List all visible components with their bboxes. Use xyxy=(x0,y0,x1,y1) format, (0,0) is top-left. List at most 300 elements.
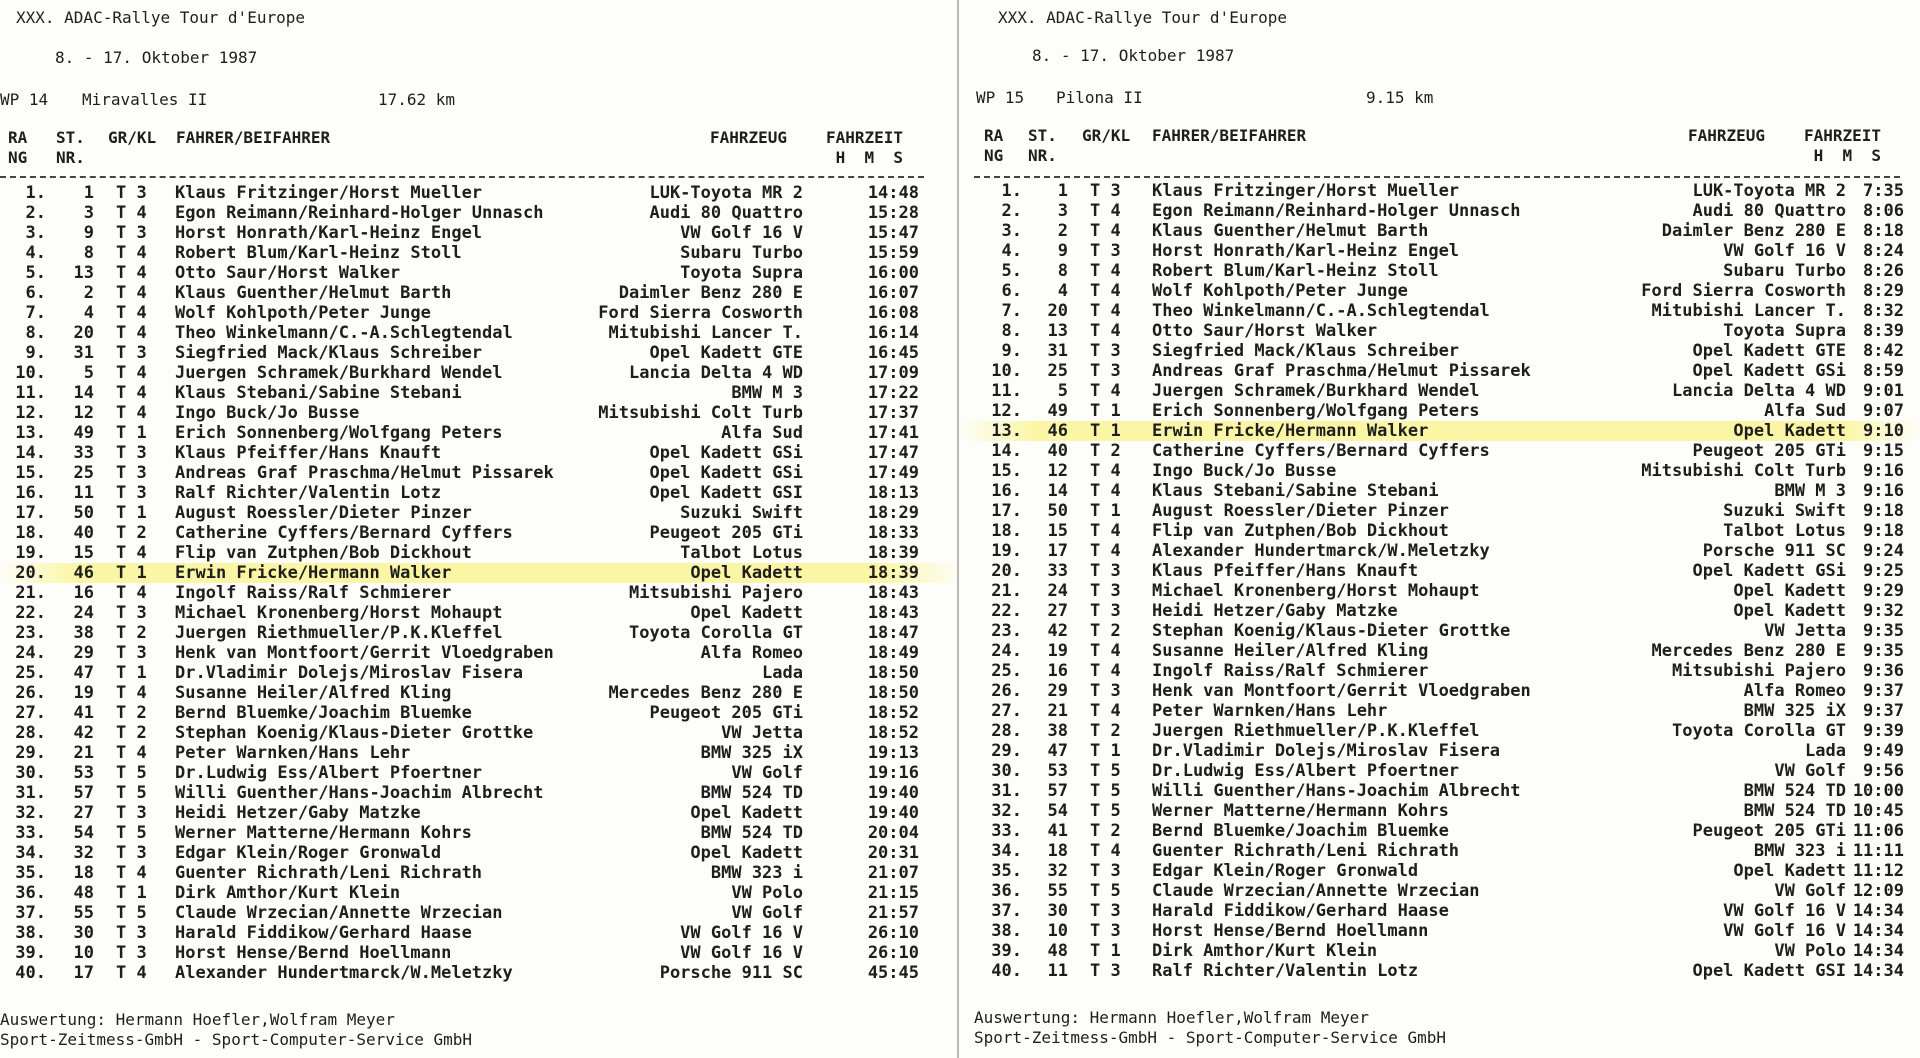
start-number-cell: 21 xyxy=(1047,701,1068,721)
rank-cell: 29. xyxy=(991,741,1022,761)
time-cell: 9:39 xyxy=(1863,721,1904,741)
table-row xyxy=(960,841,1920,861)
page-divider xyxy=(957,0,959,1058)
start-number-cell: 25 xyxy=(1047,361,1068,381)
table-row xyxy=(0,363,960,383)
start-number-cell: 41 xyxy=(73,703,94,723)
start-number-cell: 55 xyxy=(1047,881,1068,901)
time-cell: 8:18 xyxy=(1863,221,1904,241)
car-cell: BMW M 3 xyxy=(731,383,803,403)
time-cell: 9:56 xyxy=(1863,761,1904,781)
car-cell: BMW 524 TD xyxy=(700,823,803,843)
group-class-cell: T 5 xyxy=(1090,801,1121,821)
time-cell: 9:18 xyxy=(1863,521,1904,541)
start-number-cell: 14 xyxy=(1047,481,1068,501)
start-number-cell: 8 xyxy=(83,243,94,263)
table-row xyxy=(960,601,1920,621)
rank-cell: 38. xyxy=(15,923,46,943)
car-cell: BMW 524 TD xyxy=(1743,781,1846,801)
time-cell: 17:47 xyxy=(867,443,919,463)
group-class-cell: T 5 xyxy=(1090,881,1121,901)
group-class-cell: T 3 xyxy=(1090,581,1121,601)
stage-distance: 9.15 km xyxy=(1366,88,1434,107)
car-cell: Ford Sierra Cosworth xyxy=(598,303,803,323)
start-number-cell: 3 xyxy=(1057,201,1068,221)
group-class-cell: T 1 xyxy=(1090,941,1121,961)
table-row xyxy=(960,201,1920,221)
time-cell: 9:16 xyxy=(1863,461,1904,481)
driver-cell: Horst Hense/Bernd Hoellmann xyxy=(175,943,452,963)
car-cell: Opel Kadett xyxy=(1733,581,1846,601)
driver-cell: Michael Kronenberg/Horst Mohaupt xyxy=(175,603,503,623)
time-cell: 16:08 xyxy=(867,303,919,323)
car-cell: VW Golf 16 V xyxy=(1723,901,1846,921)
driver-cell: Siegfried Mack/Klaus Schreiber xyxy=(1152,341,1460,361)
driver-cell: Dirk Amthor/Kurt Klein xyxy=(175,883,401,903)
car-cell: BMW 325 iX xyxy=(700,743,803,763)
time-cell: 18:43 xyxy=(867,603,919,623)
rank-cell: 16. xyxy=(991,481,1022,501)
start-number-cell: 18 xyxy=(1047,841,1068,861)
table-row xyxy=(960,181,1920,201)
driver-cell: Guenter Richrath/Leni Richrath xyxy=(1152,841,1460,861)
group-class-cell: T 4 xyxy=(1090,461,1121,481)
rank-cell: 27. xyxy=(15,703,46,723)
driver-cell: Michael Kronenberg/Horst Mohaupt xyxy=(1152,581,1480,601)
car-cell: Mitsubishi Colt Turb xyxy=(598,403,803,423)
group-class-cell: T 2 xyxy=(116,523,147,543)
time-cell: 26:10 xyxy=(867,943,919,963)
rank-cell: 33. xyxy=(991,821,1022,841)
table-row xyxy=(960,521,1920,541)
rally-title: XXX. ADAC-Rallye Tour d'Europe xyxy=(16,8,305,27)
driver-cell: Susanne Heiler/Alfred Kling xyxy=(1152,641,1429,661)
rank-cell: 29. xyxy=(15,743,46,763)
car-cell: VW Golf 16 V xyxy=(680,943,803,963)
rank-cell: 39. xyxy=(15,943,46,963)
rank-cell: 4. xyxy=(25,243,46,263)
rank-cell: 13. xyxy=(991,421,1022,441)
driver-cell: Dirk Amthor/Kurt Klein xyxy=(1152,941,1378,961)
rank-cell: 23. xyxy=(15,623,46,643)
group-class-cell: T 3 xyxy=(116,843,147,863)
rank-cell: 32. xyxy=(15,803,46,823)
time-cell: 9:37 xyxy=(1863,681,1904,701)
car-cell: Suzuki Swift xyxy=(1723,501,1846,521)
rank-cell: 39. xyxy=(991,941,1022,961)
group-class-cell: T 1 xyxy=(1090,501,1121,521)
driver-cell: Harald Fiddikow/Gerhard Haase xyxy=(1152,901,1449,921)
start-number-cell: 49 xyxy=(1047,401,1068,421)
group-class-cell: T 3 xyxy=(1090,921,1121,941)
car-cell: Mitubishi Lancer T. xyxy=(608,323,803,343)
rank-cell: 11. xyxy=(15,383,46,403)
start-number-cell: 54 xyxy=(1047,801,1068,821)
group-class-cell: T 4 xyxy=(116,743,147,763)
start-number-cell: 46 xyxy=(1047,421,1068,441)
car-cell: Opel Kadett GSI xyxy=(1692,961,1846,981)
rank-cell: 20. xyxy=(15,563,46,583)
car-cell: VW Golf 16 V xyxy=(680,223,803,243)
group-class-cell: T 5 xyxy=(116,783,147,803)
table-header xyxy=(0,128,960,168)
group-class-cell: T 3 xyxy=(116,643,147,663)
driver-cell: Catherine Cyffers/Bernard Cyffers xyxy=(175,523,513,543)
driver-cell: Heidi Hetzer/Gaby Matzke xyxy=(1152,601,1398,621)
start-number-cell: 30 xyxy=(1047,901,1068,921)
time-cell: 17:41 xyxy=(867,423,919,443)
driver-cell: Otto Saur/Horst Walker xyxy=(175,263,401,283)
car-cell: BMW 323 i xyxy=(1753,841,1846,861)
start-number-cell: 50 xyxy=(73,503,94,523)
group-class-cell: T 4 xyxy=(1090,701,1121,721)
rank-cell: 26. xyxy=(15,683,46,703)
car-cell: Alfa Sud xyxy=(721,423,803,443)
rank-cell: 19. xyxy=(15,543,46,563)
header-startnumber: ST. NR. xyxy=(56,128,85,167)
stage-number: WP 15 xyxy=(976,88,1025,107)
group-class-cell: T 4 xyxy=(116,583,147,603)
header-driver: FAHRER/BEIFAHRER xyxy=(1152,126,1307,145)
group-class-cell: T 4 xyxy=(1090,201,1121,221)
start-number-cell: 19 xyxy=(73,683,94,703)
table-row xyxy=(0,783,960,803)
table-row xyxy=(960,261,1920,281)
driver-cell: Claude Wrzecian/Annette Wrzecian xyxy=(1152,881,1480,901)
start-number-cell: 2 xyxy=(83,283,94,303)
rally-title: XXX. ADAC-Rallye Tour d'Europe xyxy=(998,8,1287,27)
time-cell: 14:34 xyxy=(1852,961,1904,981)
group-class-cell: T 5 xyxy=(1090,761,1121,781)
car-cell: VW Polo xyxy=(731,883,803,903)
table-row xyxy=(960,541,1920,561)
rank-cell: 24. xyxy=(15,643,46,663)
time-cell: 9:25 xyxy=(1863,561,1904,581)
start-number-cell: 32 xyxy=(73,843,94,863)
rank-cell: 37. xyxy=(15,903,46,923)
driver-cell: Flip van Zutphen/Bob Dickhout xyxy=(1152,521,1449,541)
rank-cell: 36. xyxy=(15,883,46,903)
table-row xyxy=(0,863,960,883)
start-number-cell: 9 xyxy=(83,223,94,243)
header-driver: FAHRER/BEIFAHRER xyxy=(176,128,331,147)
driver-cell: Henk van Montfoort/Gerrit Vloedgraben xyxy=(175,643,554,663)
group-class-cell: T 5 xyxy=(1090,781,1121,801)
start-number-cell: 1 xyxy=(1057,181,1068,201)
group-class-cell: T 3 xyxy=(1090,361,1121,381)
rally-dates: 8. - 17. Oktober 1987 xyxy=(1032,46,1235,65)
table-row xyxy=(960,221,1920,241)
group-class-cell: T 1 xyxy=(116,563,147,583)
group-class-cell: T 1 xyxy=(1090,741,1121,761)
rank-cell: 34. xyxy=(991,841,1022,861)
table-row xyxy=(0,523,960,543)
footer-evaluation: Auswertung: Hermann Hoefler,Wolfram Meyer xyxy=(974,1008,1369,1027)
driver-cell: Horst Honrath/Karl-Heinz Engel xyxy=(175,223,483,243)
car-cell: Opel Kadett xyxy=(690,803,803,823)
table-row xyxy=(960,641,1920,661)
rank-cell: 30. xyxy=(15,763,46,783)
table-row xyxy=(960,581,1920,601)
time-cell: 17:22 xyxy=(867,383,919,403)
group-class-cell: T 4 xyxy=(116,383,147,403)
group-class-cell: T 3 xyxy=(1090,961,1121,981)
group-class-cell: T 4 xyxy=(116,323,147,343)
driver-cell: Juergen Schramek/Burkhard Wendel xyxy=(1152,381,1480,401)
table-row xyxy=(0,243,960,263)
table-row xyxy=(960,861,1920,881)
start-number-cell: 32 xyxy=(1047,861,1068,881)
group-class-cell: T 3 xyxy=(1090,341,1121,361)
time-cell: 8:32 xyxy=(1863,301,1904,321)
group-class-cell: T 3 xyxy=(1090,681,1121,701)
table-row xyxy=(0,923,960,943)
start-number-cell: 46 xyxy=(73,563,94,583)
time-cell: 10:45 xyxy=(1852,801,1904,821)
table-row xyxy=(960,321,1920,341)
start-number-cell: 29 xyxy=(1047,681,1068,701)
group-class-cell: T 3 xyxy=(1090,241,1121,261)
group-class-cell: T 4 xyxy=(116,543,147,563)
start-number-cell: 21 xyxy=(73,743,94,763)
group-class-cell: T 1 xyxy=(116,883,147,903)
start-number-cell: 18 xyxy=(73,863,94,883)
start-number-cell: 15 xyxy=(1047,521,1068,541)
table-row xyxy=(0,303,960,323)
group-class-cell: T 4 xyxy=(1090,481,1121,501)
driver-cell: Bernd Bluemke/Joachim Bluemke xyxy=(1152,821,1449,841)
car-cell: Mercedes Benz 280 E xyxy=(608,683,803,703)
header-rang: RA NG xyxy=(8,128,28,167)
rank-cell: 6. xyxy=(1001,281,1022,301)
car-cell: BMW 323 i xyxy=(710,863,803,883)
table-row xyxy=(960,281,1920,301)
car-cell: Audi 80 Quattro xyxy=(1692,201,1846,221)
group-class-cell: T 3 xyxy=(116,923,147,943)
rank-cell: 2. xyxy=(25,203,46,223)
driver-cell: Klaus Guenther/Helmut Barth xyxy=(1152,221,1429,241)
header-time: FAHRZEIT H M S xyxy=(1804,126,1882,165)
car-cell: Porsche 911 SC xyxy=(659,963,803,983)
start-number-cell: 19 xyxy=(1047,641,1068,661)
car-cell: Talbot Lotus xyxy=(1723,521,1846,541)
rank-cell: 9. xyxy=(25,343,46,363)
car-cell: Opel Kadett xyxy=(690,843,803,863)
time-cell: 14:34 xyxy=(1852,901,1904,921)
driver-cell: Klaus Pfeiffer/Hans Knauft xyxy=(175,443,442,463)
group-class-cell: T 4 xyxy=(1090,381,1121,401)
driver-cell: Klaus Stebani/Sabine Stebani xyxy=(1152,481,1439,501)
start-number-cell: 53 xyxy=(1047,761,1068,781)
start-number-cell: 16 xyxy=(73,583,94,603)
table-row xyxy=(960,421,1920,441)
car-cell: Lancia Delta 4 WD xyxy=(629,363,803,383)
rank-cell: 17. xyxy=(991,501,1022,521)
group-class-cell: T 4 xyxy=(1090,841,1121,861)
driver-cell: Werner Matterne/Hermann Kohrs xyxy=(1152,801,1449,821)
table-row xyxy=(960,741,1920,761)
driver-cell: Peter Warnken/Hans Lehr xyxy=(175,743,411,763)
group-class-cell: T 1 xyxy=(116,503,147,523)
results-sheet-right xyxy=(960,0,1920,1058)
car-cell: Porsche 911 SC xyxy=(1702,541,1846,561)
rank-cell: 11. xyxy=(991,381,1022,401)
time-cell: 9:35 xyxy=(1863,641,1904,661)
car-cell: Subaru Turbo xyxy=(680,243,803,263)
driver-cell: Erwin Fricke/Hermann Walker xyxy=(175,563,452,583)
car-cell: VW Golf xyxy=(1774,761,1846,781)
car-cell: Opel Kadett GTE xyxy=(649,343,803,363)
driver-cell: Alexander Hundertmarck/W.Meletzky xyxy=(175,963,513,983)
time-cell: 14:48 xyxy=(867,183,919,203)
driver-cell: Robert Blum/Karl-Heinz Stoll xyxy=(1152,261,1439,281)
rank-cell: 7. xyxy=(1001,301,1022,321)
table-row xyxy=(0,943,960,963)
header-group-class: GR/KL xyxy=(1082,126,1131,145)
table-row xyxy=(0,443,960,463)
car-cell: LUK-Toyota MR 2 xyxy=(649,183,803,203)
table-row xyxy=(0,743,960,763)
start-number-cell: 33 xyxy=(73,443,94,463)
table-row xyxy=(960,941,1920,961)
car-cell: Toyota Supra xyxy=(1723,321,1846,341)
results-table xyxy=(960,181,1920,981)
car-cell: Ford Sierra Cosworth xyxy=(1641,281,1846,301)
driver-cell: Andreas Graf Praschma/Helmut Pissarek xyxy=(175,463,554,483)
car-cell: VW Jetta xyxy=(1764,621,1846,641)
car-cell: Daimler Benz 280 E xyxy=(618,283,803,303)
car-cell: BMW 325 iX xyxy=(1743,701,1846,721)
rank-cell: 8. xyxy=(25,323,46,343)
start-number-cell: 17 xyxy=(73,963,94,983)
time-cell: 26:10 xyxy=(867,923,919,943)
car-cell: BMW M 3 xyxy=(1774,481,1846,501)
results-table xyxy=(0,183,960,983)
table-row xyxy=(960,481,1920,501)
group-class-cell: T 4 xyxy=(116,203,147,223)
start-number-cell: 5 xyxy=(1057,381,1068,401)
rank-cell: 7. xyxy=(25,303,46,323)
car-cell: Talbot Lotus xyxy=(680,543,803,563)
group-class-cell: T 3 xyxy=(116,223,147,243)
table-row xyxy=(960,701,1920,721)
start-number-cell: 20 xyxy=(1047,301,1068,321)
start-number-cell: 38 xyxy=(1047,721,1068,741)
driver-cell: Siegfried Mack/Klaus Schreiber xyxy=(175,343,483,363)
car-cell: VW Golf 16 V xyxy=(1723,921,1846,941)
start-number-cell: 47 xyxy=(1047,741,1068,761)
time-cell: 9:24 xyxy=(1863,541,1904,561)
driver-cell: Ingo Buck/Jo Busse xyxy=(1152,461,1337,481)
time-cell: 9:35 xyxy=(1863,621,1904,641)
header-time: FAHRZEIT H M S xyxy=(826,128,904,167)
time-cell: 20:31 xyxy=(867,843,919,863)
car-cell: LUK-Toyota MR 2 xyxy=(1692,181,1846,201)
rank-cell: 22. xyxy=(991,601,1022,621)
car-cell: Toyota Corolla GT xyxy=(1672,721,1846,741)
table-row xyxy=(960,961,1920,981)
car-cell: Opel Kadett GSI xyxy=(649,483,803,503)
rank-cell: 4. xyxy=(1001,241,1022,261)
group-class-cell: T 4 xyxy=(116,303,147,323)
rank-cell: 13. xyxy=(15,423,46,443)
driver-cell: Stephan Koenig/Klaus-Dieter Grottke xyxy=(1152,621,1511,641)
driver-cell: Willi Guenther/Hans-Joachim Albrecht xyxy=(1152,781,1521,801)
time-cell: 45:45 xyxy=(867,963,919,983)
driver-cell: Wolf Kohlpoth/Peter Junge xyxy=(1152,281,1408,301)
driver-cell: Klaus Pfeiffer/Hans Knauft xyxy=(1152,561,1419,581)
table-row xyxy=(0,563,960,583)
time-cell: 16:07 xyxy=(867,283,919,303)
table-row xyxy=(0,723,960,743)
table-row xyxy=(960,401,1920,421)
driver-cell: Edgar Klein/Roger Gronwald xyxy=(1152,861,1419,881)
rank-cell: 15. xyxy=(15,463,46,483)
table-row xyxy=(0,483,960,503)
driver-cell: Edgar Klein/Roger Gronwald xyxy=(175,843,442,863)
group-class-cell: T 4 xyxy=(116,263,147,283)
table-row xyxy=(960,821,1920,841)
rank-cell: 34. xyxy=(15,843,46,863)
rank-cell: 9. xyxy=(1001,341,1022,361)
rank-cell: 25. xyxy=(991,661,1022,681)
group-class-cell: T 3 xyxy=(1090,901,1121,921)
car-cell: VW Golf xyxy=(731,903,803,923)
table-row xyxy=(960,621,1920,641)
driver-cell: August Roessler/Dieter Pinzer xyxy=(175,503,472,523)
group-class-cell: T 4 xyxy=(1090,321,1121,341)
car-cell: BMW 524 TD xyxy=(1743,801,1846,821)
group-class-cell: T 2 xyxy=(1090,441,1121,461)
time-cell: 17:37 xyxy=(867,403,919,423)
start-number-cell: 17 xyxy=(1047,541,1068,561)
time-cell: 15:59 xyxy=(867,243,919,263)
car-cell: Toyota Corolla GT xyxy=(629,623,803,643)
car-cell: Opel Kadett GSi xyxy=(649,443,803,463)
rank-cell: 20. xyxy=(991,561,1022,581)
rank-cell: 12. xyxy=(15,403,46,423)
rank-cell: 6. xyxy=(25,283,46,303)
table-row xyxy=(0,323,960,343)
table-row xyxy=(960,441,1920,461)
rank-cell: 40. xyxy=(15,963,46,983)
group-class-cell: T 4 xyxy=(116,963,147,983)
table-row xyxy=(0,603,960,623)
group-class-cell: T 4 xyxy=(116,683,147,703)
start-number-cell: 31 xyxy=(73,343,94,363)
table-row xyxy=(960,301,1920,321)
group-class-cell: T 3 xyxy=(116,603,147,623)
table-row xyxy=(0,643,960,663)
start-number-cell: 24 xyxy=(73,603,94,623)
time-cell: 12:09 xyxy=(1852,881,1904,901)
group-class-cell: T 4 xyxy=(116,403,147,423)
table-row xyxy=(0,283,960,303)
start-number-cell: 47 xyxy=(73,663,94,683)
car-cell: Mercedes Benz 280 E xyxy=(1651,641,1846,661)
start-number-cell: 25 xyxy=(73,463,94,483)
car-cell: Opel Kadett xyxy=(1733,861,1846,881)
driver-cell: Dr.Ludwig Ess/Albert Pfoertner xyxy=(1152,761,1460,781)
rank-cell: 3. xyxy=(25,223,46,243)
driver-cell: Henk van Montfoort/Gerrit Vloedgraben xyxy=(1152,681,1531,701)
driver-cell: Heidi Hetzer/Gaby Matzke xyxy=(175,803,421,823)
driver-cell: Klaus Fritzinger/Horst Mueller xyxy=(1152,181,1460,201)
rank-cell: 19. xyxy=(991,541,1022,561)
time-cell: 9:29 xyxy=(1863,581,1904,601)
start-number-cell: 15 xyxy=(73,543,94,563)
group-class-cell: T 4 xyxy=(116,243,147,263)
